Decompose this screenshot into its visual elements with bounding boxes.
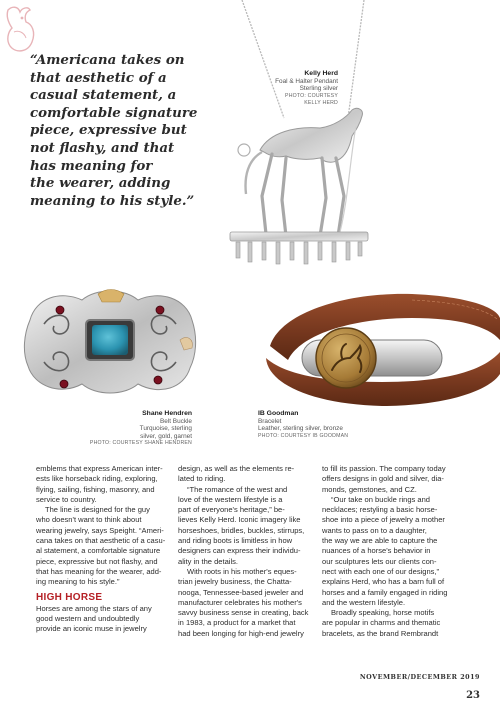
text-line: ality in the details. — [178, 556, 238, 566]
text-line: explains Herd, who has a barn full of — [322, 577, 445, 587]
text-line: nooga, Tennessee-based jeweler and — [178, 587, 304, 597]
article-paragraph — [178, 464, 320, 485]
text-line: design, as well as the elements re- — [178, 464, 295, 473]
text-line: trian jewelry business, the Chatta- — [178, 577, 292, 587]
caption-line: silver, gold, garnet — [140, 432, 192, 440]
text-line: Broadly speaking, horse motifs — [331, 608, 435, 618]
text-line: horses and a family engaged in riding — [322, 587, 448, 597]
text-line: “The romance of the west and — [187, 484, 288, 494]
caption-designer-name: IB Goodman — [258, 410, 299, 417]
text-line: horseshoes, bridles, buckles, stirrups, — [178, 525, 305, 535]
text-line: the way we are able to capture the — [322, 536, 438, 546]
text-line: shoe into a piece of jewelry a mother — [322, 515, 445, 525]
text-line: piece, expressive but not flashy, and — [36, 556, 158, 566]
leather-bracelet-image — [262, 288, 500, 410]
article-paragraph — [322, 495, 464, 608]
article-column-3 — [322, 464, 464, 639]
section-heading-high-horse: HIGH HORSE — [36, 591, 103, 603]
text-line: lieves Kelly Herd. Iconic imagery like — [178, 515, 301, 525]
text-line: “Our take on buckle rings and — [331, 494, 431, 504]
issue-date: NOVEMBER/DECEMBER 2019 — [359, 673, 480, 681]
text-line: wearing jewelry, says Speight. “Ameri- — [36, 525, 164, 535]
pull-quote-line: not flashy, and that — [30, 139, 175, 156]
text-line: flying, sailing, fishing, masonry, and — [36, 484, 155, 494]
text-line: monds, gemstones, and CZ. — [322, 484, 417, 494]
text-line: emblems that express American inter- — [36, 464, 163, 473]
text-line: designers can express their individu- — [178, 546, 301, 556]
text-line: cana takes on that aesthetic of a casu- — [36, 536, 166, 546]
pull-quote-line: the wearer, adding — [30, 175, 171, 192]
text-line: The line is designed for the guy — [45, 505, 150, 515]
caption-line: Bracelet — [258, 417, 282, 425]
text-line: ing meaning to his style.” — [36, 577, 120, 587]
caption-photo-credit: PHOTO: COURTESY — [285, 92, 338, 99]
text-line: With roots in his mother's eques- — [187, 566, 297, 576]
caption-shane-hendren — [88, 410, 192, 448]
caption-line: Leather, sterling silver, bronze — [258, 425, 343, 433]
caption-ib-goodman — [258, 410, 378, 440]
caption-line: Foal & Halter Pendant — [275, 77, 338, 85]
text-line: in 1983, a product for a market that — [178, 618, 296, 628]
article-column-2 — [178, 464, 320, 639]
text-line: had been longing for high-end jewelry — [178, 628, 304, 638]
article-paragraph — [36, 464, 178, 505]
text-line: and riding boots is limitless in how — [178, 536, 293, 546]
pull-quote-line: meaning to his style.” — [30, 192, 195, 209]
text-line: who doesn't want to think about — [36, 515, 142, 525]
article-paragraph — [322, 608, 464, 639]
text-line: al statement, a comfortable signature — [36, 546, 161, 556]
belt-buckle-image — [20, 280, 200, 402]
caption-photo-credit: PHOTO: COURTESY SHANE HENDREN — [89, 440, 192, 447]
text-line: savvy business sense in creating, back — [178, 608, 309, 618]
text-line: provide an iconic muse in jewelry — [36, 624, 147, 634]
caption-kelly-herd — [248, 70, 338, 108]
text-line: service to country. — [36, 494, 97, 504]
page-folio — [340, 664, 480, 702]
text-line: our sculptures lets our clients con- — [322, 556, 437, 566]
text-line: ests like horseback riding, exploring, — [36, 474, 158, 484]
article-column-1 — [36, 464, 178, 634]
horse-pendant-image — [200, 0, 390, 270]
pull-quote-line: piece, expressive but — [30, 122, 187, 139]
text-line: love of the western lifestyle is a — [178, 494, 283, 504]
pull-quote — [30, 52, 202, 210]
text-line: wants to pass on to a daughter, — [322, 525, 427, 535]
text-line: and the western lifestyle. — [322, 597, 406, 607]
caption-designer-name: Shane Hendren — [142, 410, 192, 417]
article-paragraph — [36, 604, 178, 635]
text-line: bracelets, as the brand Rembrandt — [322, 628, 439, 638]
caption-designer-name: Kelly Herd — [304, 70, 338, 77]
text-line: nuances of a horse's behavior in — [322, 546, 431, 556]
text-line: offers designs in gold and silver, dia- — [322, 474, 444, 484]
text-line: nect with each one of our designs,” — [322, 566, 440, 576]
text-line: good western and undoubtedly — [36, 613, 140, 623]
pull-quote-line: comfortable signature — [30, 104, 198, 121]
caption-photo-credit: PHOTO: COURTESY IB GOODMAN — [258, 432, 349, 439]
text-line: part of everyone's heritage,” be- — [178, 505, 285, 515]
text-line: Horses are among the stars of any — [36, 603, 152, 613]
pull-quote-line: has meaning for — [30, 157, 153, 174]
page-number: 23 — [466, 690, 480, 701]
caption-photo-credit: KELLY HERD — [304, 100, 338, 107]
text-line: are popular in charms and thematic — [322, 618, 441, 628]
text-line: lated to riding. — [178, 474, 226, 484]
text-line: that has meaning for the wearer, add- — [36, 566, 162, 576]
pull-quote-line: casual statement, a — [30, 87, 177, 104]
caption-line: Turquoise, sterling — [139, 425, 192, 433]
caption-line: Sterling silver — [299, 85, 338, 93]
caption-line: Belt Buckle — [160, 417, 192, 425]
pull-quote-line: that aesthetic of a — [30, 69, 167, 86]
pull-quote-line: “Americana takes on — [30, 52, 185, 68]
article-paragraph — [322, 464, 464, 495]
text-line: to fill its passion. The company today — [322, 464, 446, 473]
text-line: necklaces; restyling a basic horse- — [322, 505, 438, 515]
article-paragraph — [178, 485, 320, 567]
article-paragraph — [36, 505, 178, 587]
text-line: manufacturer celebrates his mother's — [178, 597, 302, 607]
article-paragraph — [178, 567, 320, 639]
